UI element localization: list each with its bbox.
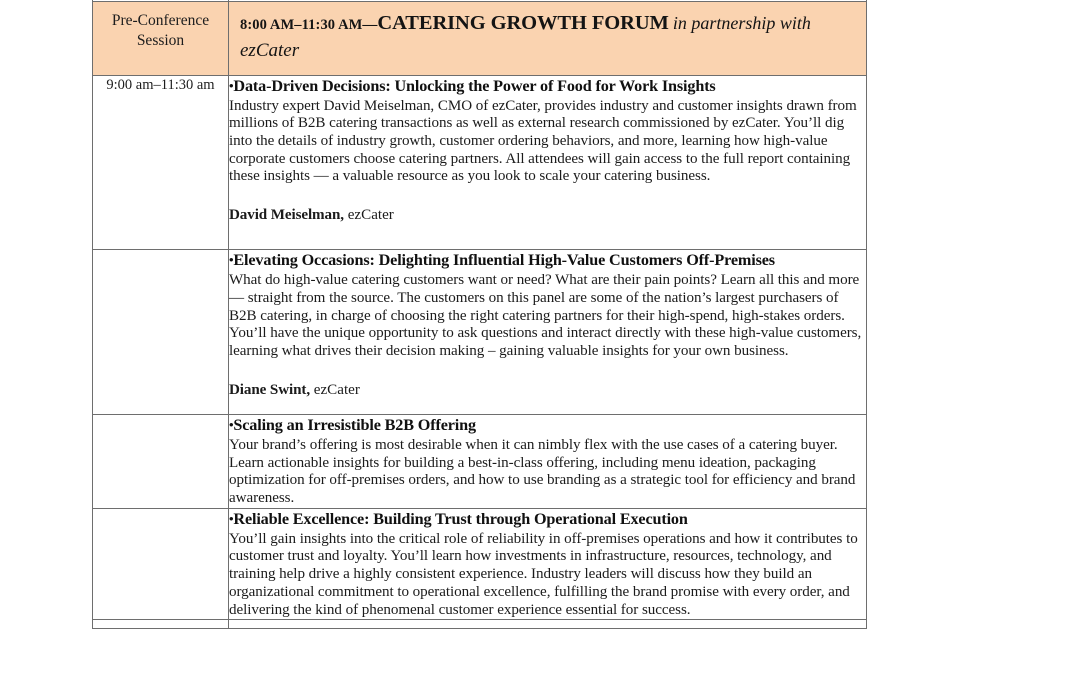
- session-title-1: [229, 250, 866, 271]
- bullet-icon: •: [229, 252, 234, 268]
- session-time-0: 9:00 am–11:30 am: [93, 75, 229, 250]
- bullet-icon: •: [229, 77, 234, 93]
- forum-header-cell: [229, 2, 867, 76]
- speaker-org-0: ezCater: [343, 207, 394, 224]
- table-row: [93, 250, 867, 415]
- session-body-2: [229, 414, 867, 508]
- session-time-3: [93, 508, 229, 620]
- session-title-3: [229, 509, 866, 530]
- session-title-0: [229, 76, 866, 97]
- forum-dash: —: [362, 17, 378, 33]
- partial-body-cell-bottom: [229, 620, 867, 629]
- table-row: [93, 75, 867, 250]
- forum-time-range: 8:00 AM–11:30 AM: [240, 17, 363, 33]
- session-body-1: [229, 250, 867, 415]
- pre-conference-session-label: [93, 2, 229, 76]
- bullet-icon: •: [229, 510, 234, 526]
- session-description-3: You’ll gain insights into the critical role of reliability in off-premises operations and how it contributes to customer trust and loyalty. You’ll learn how investments in infrastructure, resources, technology, and training help drive a highly consistent experience. Industry leaders will discuss how they build an organizational commitment to operational excellence, fulfilling the brand promise with every order, and delivering the kind of phenomenal customer experience essential for success.: [229, 530, 858, 618]
- speaker-name-1: Diane Swint,: [229, 381, 310, 398]
- session-body-3: [229, 508, 867, 620]
- bullet-icon: •: [229, 416, 234, 432]
- session-description-0: Industry expert David Meiselman, CMO of ezCater, provides industry and customer insights drawn from millions of B2B catering transactions as well as external research commissioned by ezCater. You’ll dig into the details of industry growth, customer ordering behaviors, and more, learning how high-value corporate customers choose catering partners. All attendees will gain access to the full report containing these insights — a valuable resource as you look to scale your catering business.: [229, 97, 857, 185]
- session-description-2: Your brand’s offering is most desirable when it can nimbly flex with the use cases of a catering buyer. Learn actionable insights for building a best-in-class offering, including menu ideation, packaging optimization for off-premises orders, and how to use branding as a strategic tool for efficiency and brand awareness.: [229, 436, 856, 507]
- session-title-2: [229, 415, 866, 436]
- session-time-2: [93, 414, 229, 508]
- session-title-text-2: Scaling an Irresistible B2B Offering: [233, 415, 476, 434]
- pre-conference-line1: Pre-Conference: [111, 12, 210, 29]
- session-time-1: [93, 250, 229, 415]
- session-title-text-3: Reliable Excellence: Building Trust through Operational Execution: [233, 509, 688, 528]
- ezcater-brand-logotype: ezCater: [240, 40, 300, 62]
- session-title-text-0: Data-Driven Decisions: Unlocking the Power of Food for Work Insights: [233, 76, 716, 95]
- forum-header-text: [240, 10, 856, 64]
- speaker-name-0: David Meiselman,: [229, 207, 344, 224]
- session-description-1: What do high-value catering customers want or need? What are their pain points? Learn all this and more — straight from the source. The customers on this panel are some of the nation’s largest purchasers of B2B catering, in charge of choosing the right catering partners for their high-spend, high-stakes orders. You’ll have the unique opportunity to ask questions and interact directly with these high-value customers, learning what drives their decision making – gaining valuable insights for your own business.: [229, 272, 862, 360]
- table-row: [93, 414, 867, 508]
- forum-partner-text: in partnership with: [672, 13, 811, 33]
- agenda-table: [92, 0, 867, 629]
- pre-conference-line2: Session: [136, 31, 185, 49]
- session-speaker-0: [229, 206, 866, 224]
- partial-time-cell-bottom: [93, 620, 229, 629]
- table-row-forum-header: [93, 2, 867, 76]
- session-speaker-1: [229, 381, 866, 399]
- session-title-text-1: Elevating Occasions: Delighting Influential High-Value Customers Off-Premises: [233, 251, 775, 270]
- session-body-0: [229, 75, 867, 250]
- table-row: [93, 508, 867, 620]
- table-row-partial-bottom: [93, 620, 867, 629]
- speaker-org-1: ezCater: [310, 381, 360, 398]
- forum-title: CATERING GROWTH FORUM: [377, 12, 669, 34]
